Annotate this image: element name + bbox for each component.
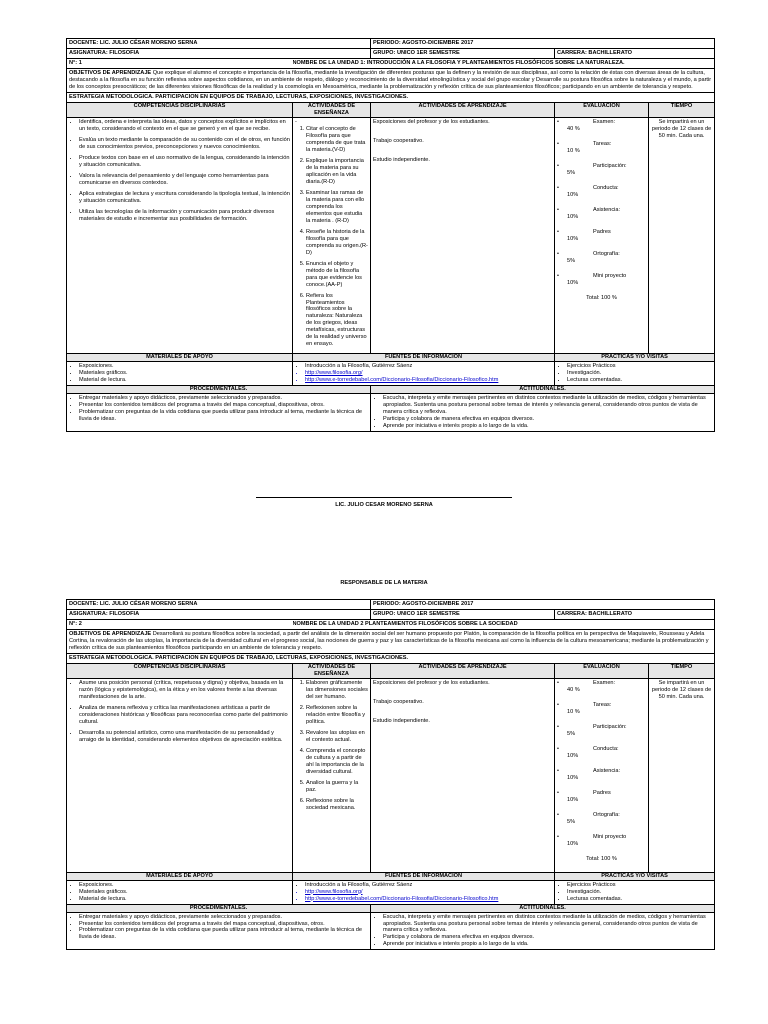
- actitudinal-item: • Escucha, interpreta y emite mensajes pertinentes en distintos contextos mediante la utilización de medios, códigos y herramientas apropiados. Sustenta una postura personal sobre temas de interés y relevancia general, considerando otros puntos de vista de manera crítica y reflexiva.: [383, 914, 712, 935]
- evaluacion-value: 5%: [567, 169, 576, 176]
- responsable-label: RESPONSABLE DE LA MATERIA: [340, 580, 428, 586]
- evaluacion-item: [557, 724, 646, 738]
- evaluacion-item: [557, 834, 646, 848]
- tiempo-cell: Se impartirá en un periodo de 12 clases de 50 min. Cada una.: [649, 678, 715, 872]
- competencia-item: • Utiliza las tecnologías de la información y comunicación para producir diversos materiales de estudio e incrementar sus posibilidades de formación.: [79, 209, 290, 223]
- competencias-cell: [67, 678, 293, 872]
- practicas-cell: [555, 880, 715, 904]
- evaluacion-item: [557, 119, 646, 133]
- materiales-cell: [67, 362, 293, 386]
- practicas-cell: [555, 362, 715, 386]
- evaluacion-name: Participación:: [593, 162, 627, 169]
- unit-name: NOMBRE DE LA UNIDAD 2 PLANTEAMIENTOS FILOSÓFICOS SOBRE LA SOCIEDAD: [293, 619, 715, 629]
- aprendizaje-cell: [371, 117, 555, 354]
- material-item: • Material de lectura.: [79, 896, 290, 903]
- header-evaluacion: EVALUACIÓN: [555, 663, 649, 678]
- fuente-item[interactable]: • http://www.filosofia.org/: [305, 889, 552, 896]
- practica-item: • Investigación.: [567, 889, 712, 896]
- material-item: • Materiales gráficos.: [79, 370, 290, 377]
- procedimental-item: • Problematizar con preguntas de la vida cotidiana que pueda utilizar para introducir al tema, mediante la técnica de lluvia de ideas.: [79, 927, 368, 941]
- carrera: CARRERA: BACHILLERATO: [555, 48, 715, 58]
- periodo: PERIODO: AGOSTO-DICIEMBRE 2017: [371, 600, 715, 610]
- evaluacion-item: [557, 185, 646, 199]
- evaluacion-item: [557, 812, 646, 826]
- header-aprendizaje: ACTIVIDADES DE APRENDIZAJE: [371, 102, 555, 117]
- fuente-item: • Introducción a la Filosofía, Gutiérrez Sáenz: [305, 882, 552, 889]
- procedimental-item: • Presentar los contenidos temáticos del programa a través del mapa conceptual, diapositivas, otros.: [79, 402, 368, 409]
- bullet-icon: •: [557, 767, 559, 774]
- evaluacion-value: 40 %: [567, 686, 580, 693]
- grupo: GRUPO: UNICO 1ER SEMESTRE: [371, 609, 555, 619]
- fuente-item[interactable]: • http://www.e-torredebabel.com/Diccionario-Filosofia/Diccionario-Filosofico.htm: [305, 896, 552, 903]
- ensenanza-item: 5. Analice la guerra y la paz.: [306, 780, 368, 794]
- procedimental-item: • Entregar materiales y apoyo didácticos, previamente seleccionados y preparados.: [79, 914, 368, 921]
- evaluacion-item: [557, 229, 646, 243]
- header-practicas: PRACTICAS Y/O VISITAS: [555, 872, 715, 880]
- header-aprendizaje: ACTIVIDADES DE APRENDIZAJE: [371, 663, 555, 678]
- header-ensenanza: ACTIVIDADES DE ENSEÑANZA: [293, 102, 371, 117]
- practica-item: • Lecturas comentadas.: [567, 896, 712, 903]
- evaluacion-name: Ortografía:: [593, 250, 620, 257]
- evaluacion-name: Conducta:: [593, 184, 619, 191]
- header-ensenanza: ACTIVIDADES DE ENSEÑANZA: [293, 663, 371, 678]
- ensenanza-cell: [293, 678, 371, 872]
- evaluacion-total: Total: 100 %: [586, 294, 617, 301]
- evaluacion-value: 10%: [567, 752, 579, 759]
- bullet-icon: •: [557, 701, 559, 708]
- bullet-icon: •: [557, 789, 559, 796]
- unit-number: N°: 1: [67, 58, 293, 68]
- aprendizaje-item: Estudio independiente.: [373, 156, 430, 163]
- header-evaluacion: EVALUACIÓN: [555, 102, 649, 117]
- header-tiempo: TIEMPO: [649, 102, 715, 117]
- bullet-icon: •: [557, 228, 559, 235]
- docente: DOCENTE: LIC. JULIO CÉSAR MORENO SERNA: [67, 39, 371, 49]
- header-fuentes: FUENTES DE INFORMACIÓN: [293, 872, 555, 880]
- evaluacion-item: [557, 680, 646, 694]
- evaluacion-name: Tareas:: [593, 140, 612, 147]
- evaluacion-item: [557, 273, 646, 287]
- signature-line: [256, 497, 512, 498]
- actitudinal-item: • Participa y colabora de manera efectiva en equipos diversos.: [383, 934, 712, 941]
- ensenanza-item: 6. Refiera los Planteamientos filosóficos sobre la naturaleza: Naturaleza de los griegos, ideas metafísicas, estructuras de la realidad y universo en ensayo.: [306, 293, 368, 349]
- fuentes-cell: [293, 362, 555, 386]
- material-item: • Materiales gráficos.: [79, 889, 290, 896]
- evaluacion-name: Asistencia:: [593, 767, 621, 774]
- actitudinal-item: • Participa y colabora de manera efectiva en equipos diversos.: [383, 416, 712, 423]
- objetivos-text: Desarrollará su postura filosófica sobre la sociedad, a partir del análisis de la dimensión social del ser humano propuesto por Platón, la comparación de la filosofía política en la perspectiva de Maquiavelo, Rousseau y Adela Cortina, la revaloración de las utopías, la importancia de la diversidad cultural en el progreso social, las nociones de guerra y paz y las características de la filosofía mexicana así como la influencia de la cultura mesoamericana; mediante la problematización y reflexión crítica de sus planteamientos filosóficos participando en un ambiente de tolerancia y respeto.: [69, 630, 709, 651]
- asignatura: ASIGNATURA: FILOSOFIA: [67, 609, 371, 619]
- bullet-icon: •: [557, 679, 559, 686]
- ensenanza-item: 2. Explique la importancia de la materia para su aplicación en la vida diaria.(R-D): [306, 158, 368, 186]
- evaluacion-name: Padres: [593, 228, 611, 235]
- evaluacion-value: 10%: [567, 279, 579, 286]
- aprendizaje-item: Trabajo cooperativo.: [373, 137, 424, 144]
- bullet-icon: •: [557, 745, 559, 752]
- header-tiempo: TIEMPO: [649, 663, 715, 678]
- aprendizaje-cell: [371, 678, 555, 872]
- evaluacion-name: Examen:: [593, 679, 616, 686]
- evaluacion-value: 5%: [567, 818, 576, 825]
- competencias-cell: [67, 117, 293, 354]
- plan-table: [66, 599, 715, 950]
- header-actitudinales: ACTITUDINALES.: [371, 904, 715, 912]
- ensenanza-item: 4. Comprenda el concepto de cultura y a partir de ahí la importancia de la diversidad cultural.: [306, 748, 368, 776]
- actitudinales-cell: [371, 394, 715, 432]
- aprendizaje-item: Estudio independiente.: [373, 717, 430, 724]
- procedimental-item: • Problematizar con preguntas de la vida cotidiana que pueda utilizar para introducir al tema, mediante la técnica de lluvia de ideas.: [79, 409, 368, 423]
- evaluacion-value: 10%: [567, 840, 579, 847]
- aprendizaje-item: Trabajo cooperativo.: [373, 698, 424, 705]
- estrategia: ESTRATEGIA METODOLOGICA. PARTICIPACION EN EQUIPOS DE TRABAJO, LECTURAS, EXPOSICIONES, INVESTIGACIONES.: [67, 92, 715, 102]
- signature-name: LIC. JULIO CESAR MORENO SERNA: [335, 502, 433, 508]
- header-competencias: COMPETENCIAS DISCIPLINARIAS: [67, 663, 293, 678]
- unit-name: NOMBRE DE LA UNIDAD 1: INTRODUCCIÓN A LA FILOSOFIA Y PLANTEAMIENTOS FILOSÓFICOS SOBRE LA NATURALEZA.: [293, 58, 715, 68]
- material-item: • Exposiciones.: [79, 363, 290, 370]
- unit-number: N°: 2: [67, 619, 293, 629]
- fuente-item[interactable]: • http://www.filosofia.org/: [305, 370, 552, 377]
- evaluacion-value: 5%: [567, 257, 576, 264]
- header-fuentes: FUENTES DE INFORMACIÓN: [293, 354, 555, 362]
- evaluacion-name: Ortografía:: [593, 811, 620, 818]
- ensenanza-item: 1. Elaboren gráficamente las dimensiones sociales del ser humano.: [306, 680, 368, 701]
- evaluacion-value: 40 %: [567, 125, 580, 132]
- objetivos: [67, 68, 715, 92]
- fuente-item[interactable]: • http://www.e-torredebabel.com/Diccionario-Filosofia/Diccionario-Filosofico.htm: [305, 377, 552, 384]
- ensenanza-cell: [293, 117, 371, 354]
- actitudinal-item: • Aprende por iniciativa e interés propio a lo largo de la vida.: [383, 423, 712, 430]
- evaluacion-value: 10%: [567, 774, 579, 781]
- objetivos: [67, 629, 715, 653]
- competencia-item: • Evalúa un texto mediante la comparación de su contenido con el de otros, en función de sus conocimientos previos, preconcepciones y nuevos conocimientos.: [79, 137, 290, 151]
- evaluacion-name: Mini proyecto: [593, 833, 627, 840]
- header-materiales: MATERIALES DE APOYO: [67, 354, 293, 362]
- ensenanza-item: 6. Reflexione sobre la sociedad mexicana.: [306, 798, 368, 812]
- practica-item: • Investigación.: [567, 370, 712, 377]
- objetivos-label: OBJETIVOS DE APRENDIZAJE: [69, 630, 152, 637]
- procedimentales-cell: [67, 912, 371, 950]
- competencia-item: • Identifica, ordena e interpreta las ideas, datos y conceptos explícitos e implícitos en un texto, considerando el contexto en el que se generó y en el que se recibe.: [79, 119, 290, 133]
- evaluacion-name: Participación:: [593, 723, 627, 730]
- actitudinal-item: • Escucha, interpreta y emite mensajes pertinentes en distintos contextos mediante la utilización de medios, códigos y herramientas apropiados. Sustenta una postura personal sobre temas de interés y relevancia general, considerando otros puntos de vista de manera crítica y reflexiva.: [383, 395, 712, 416]
- estrategia: ESTRATEGIA METODOLOGICA. PARTICIPACION EN EQUIPOS DE TRABAJO, LECTURAS, EXPOSICIONES, INVESTIGACIONES.: [67, 653, 715, 663]
- evaluacion-item: [557, 790, 646, 804]
- practica-item: • Ejercicios Prácticos: [567, 363, 712, 370]
- tiempo-cell: Se impartirá en un periodo de 12 clases de 50 min. Cada una.: [649, 117, 715, 354]
- header-actitudinales: ACTITUDINALES.: [371, 386, 715, 394]
- practica-item: • Ejercicios Prácticos: [567, 882, 712, 889]
- bullet-icon: •: [557, 811, 559, 818]
- periodo: PERIODO: AGOSTO-DICIEMBRE 2017: [371, 39, 715, 49]
- aprendizaje-item: Exposiciones del profesor y de los estudiantes.: [373, 118, 490, 125]
- unit-plan-2: [66, 599, 714, 950]
- ensenanza-item: 3. Examinar las ramas de la materia para con ello comprenda los elementos que estudia la materia . (R-D): [306, 190, 368, 225]
- procedimentales-cell: [67, 394, 371, 432]
- actitudinal-item: • Aprende por iniciativa e interés propio a lo largo de la vida.: [383, 941, 712, 948]
- evaluacion-name: Mini proyecto: [593, 272, 627, 279]
- evaluacion-item: [557, 163, 646, 177]
- bullet-icon: •: [557, 250, 559, 257]
- evaluacion-name: Padres: [593, 789, 611, 796]
- evaluacion-value: 10%: [567, 191, 579, 198]
- evaluacion-cell: [555, 678, 649, 872]
- aprendizaje-item: Exposiciones del profesor y de los estudiantes.: [373, 679, 490, 686]
- competencia-item: • Aplica estrategias de lectura y escritura considerando la tipología textual, la intención y situación comunicativa.: [79, 191, 290, 205]
- header-practicas: PRACTICAS Y/O VISITAS: [555, 354, 715, 362]
- ensenanza-item: 3. Revalore las utopías en el contexto actual.: [306, 730, 368, 744]
- ensenanza-item: 1. Citar el concepto de Filosofía para que comprenda de que trata la materia.(V-D): [306, 126, 368, 154]
- evaluacion-cell: [555, 117, 649, 354]
- bullet-icon: •: [557, 118, 559, 125]
- bullet-icon: •: [557, 140, 559, 147]
- material-item: • Exposiciones.: [79, 882, 290, 889]
- competencia-item: • Analiza de manera reflexiva y crítica las manifestaciones artísticas a partir de consideraciones históricas y filosóficas para reconocerlas como parte del patrimonio cultural.: [79, 705, 290, 726]
- evaluacion-value: 10%: [567, 213, 579, 220]
- evaluacion-name: Conducta:: [593, 745, 619, 752]
- evaluacion-name: Examen:: [593, 118, 616, 125]
- evaluacion-item: [557, 768, 646, 782]
- evaluacion-value: 5%: [567, 730, 576, 737]
- bullet-icon: •: [557, 723, 559, 730]
- header-competencias: COMPETENCIAS DISCIPLINARIAS: [67, 102, 293, 117]
- evaluacion-item: [557, 702, 646, 716]
- header-procedimentales: PROCEDIMENTALES.: [67, 386, 371, 394]
- docente: DOCENTE: LIC. JULIO CÉSAR MORENO SERNA: [67, 600, 371, 610]
- asignatura: ASIGNATURA: FILOSOFIA: [67, 48, 371, 58]
- procedimental-item: • Entregar materiales y apoyo didácticos, previamente seleccionados y preparados.: [79, 395, 368, 402]
- ensenanza-item: 2. Reflexionen sobre la relación entre filosofía y política.: [306, 705, 368, 726]
- competencia-item: • Desarrolla su potencial artístico, como una manifestación de su personalidad y arraigo de la identidad, considerando elementos objetivos de apreciación estética.: [79, 730, 290, 744]
- evaluacion-item: [557, 207, 646, 221]
- bullet-icon: •: [557, 162, 559, 169]
- evaluacion-item: [557, 251, 646, 265]
- competencia-item: • Produce textos con base en el uso normativo de la lengua, considerando la intención y situación comunicativa.: [79, 155, 290, 169]
- evaluacion-value: 10 %: [567, 147, 580, 154]
- procedimental-item: • Presentar los contenidos temáticos del programa a través del mapa conceptual, diapositivas, otros.: [79, 921, 368, 928]
- ensenanza-dot: -: [295, 118, 297, 125]
- objetivos-label: OBJETIVOS DE APRENDIZAJE: [69, 69, 152, 76]
- unit-plan-1: [66, 38, 714, 432]
- bullet-icon: •: [557, 833, 559, 840]
- materiales-cell: [67, 880, 293, 904]
- carrera: CARRERA: BACHILLERATO: [555, 609, 715, 619]
- fuente-item: • Introducción a la Filosofía, Gutiérrez Sáenz: [305, 363, 552, 370]
- competencia-item: • Valora la relevancia del pensamiento y del lenguaje como herramientas para comunicarse en diversos contextos.: [79, 173, 290, 187]
- bullet-icon: •: [557, 184, 559, 191]
- bullet-icon: •: [557, 206, 559, 213]
- evaluacion-name: Tareas:: [593, 701, 612, 708]
- material-item: • Material de lectura.: [79, 377, 290, 384]
- evaluacion-item: [557, 746, 646, 760]
- header-materiales: MATERIALES DE APOYO: [67, 872, 293, 880]
- evaluacion-name: Asistencia:: [593, 206, 621, 213]
- header-procedimentales: PROCEDIMENTALES.: [67, 904, 371, 912]
- ensenanza-item: 4. Reseñe la historia de la filosofía para que comprenda su origen.(R-D): [306, 229, 368, 257]
- actitudinales-cell: [371, 912, 715, 950]
- objetivos-text: Que explique el alumno el concepto e importancia de la filosofía, mediante la investigación de diferentes posturas que la definen y la revisión de sus disciplinas, así como la relación de éstas con diversas áreas de la cultura, destacando a la filosofía en su función reflexiva sobre aspectos cotidianos, en un ambiente de respeto, diálogo y reconocimiento de la diversidad etnolingüística y social del grupo escolar y Desarrolle su postura filosófica sobre la naturaleza y el mundo, a partir de los conceptos presocráticos; de las diferentes visiones filosóficas de la realidad y la cosmología en Mesoamérica, mediante la problematización y reflexión crítica de sus planteamientos filosóficos; participando en un ambiente de tolerancia y respeto.: [69, 69, 712, 90]
- practica-item: • Lecturas comentadas.: [567, 377, 712, 384]
- evaluacion-value: 10%: [567, 796, 579, 803]
- grupo: GRUPO: UNICO 1ER SEMESTRE: [371, 48, 555, 58]
- ensenanza-item: 5. Enuncia el objeto y método de la filosofía para que evidencie los conoce.(AA-P): [306, 261, 368, 289]
- fuentes-cell: [293, 880, 555, 904]
- plan-table: [66, 38, 715, 432]
- evaluacion-value: 10%: [567, 235, 579, 242]
- evaluacion-value: 10 %: [567, 708, 580, 715]
- bullet-icon: •: [557, 272, 559, 279]
- competencia-item: • Asume una posición personal (crítica, respetuosa y digna) y objetiva, basada en la razón (lógica y epistemológica), en la ética y en los valores frente a las diversas manifestaciones de la arte.: [79, 680, 290, 701]
- evaluacion-total: Total: 100 %: [586, 855, 617, 862]
- evaluacion-item: [557, 141, 646, 155]
